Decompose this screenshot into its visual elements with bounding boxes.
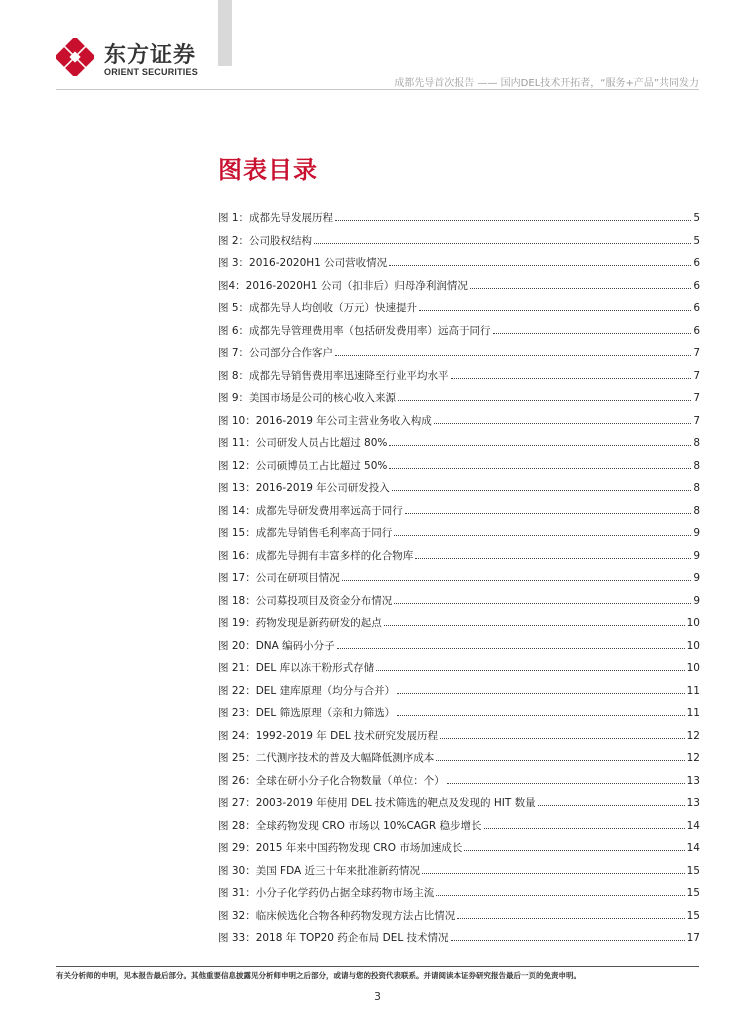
toc-entry-page[interactable]: 7: [693, 414, 700, 427]
toc-entry[interactable]: [218, 795, 700, 818]
logo-chinese-name: 东方证券: [104, 43, 197, 68]
toc-entry-label[interactable]: 图 26：全球在研小分子化合物数量（单位：个）: [218, 774, 445, 787]
toc-dot-leader: [434, 423, 692, 424]
toc-entry-label[interactable]: 图 28：全球药物发现 CRO 市场以 10%CAGR 稳步增长: [218, 819, 482, 832]
toc-entry[interactable]: [218, 525, 700, 548]
toc-entry-page[interactable]: 8: [693, 437, 700, 449]
toc-entry[interactable]: [218, 728, 700, 751]
toc-entry-page[interactable]: 9: [693, 549, 700, 562]
toc-list: [218, 210, 700, 953]
toc-entry-label[interactable]: 图 17：公司在研项目情况: [218, 572, 340, 584]
toc-dot-leader: [389, 445, 691, 446]
toc-dot-leader: [397, 715, 685, 716]
toc-entry[interactable]: [218, 435, 700, 458]
toc-entry[interactable]: [218, 570, 700, 593]
toc-entry[interactable]: [218, 638, 700, 661]
toc-dot-leader: [436, 760, 684, 761]
toc-entry[interactable]: [218, 683, 700, 706]
toc-entry-label[interactable]: 图 15：成都先导销售毛利率高于同行: [218, 527, 393, 539]
toc-entry-page[interactable]: 6: [693, 279, 700, 292]
toc-entry[interactable]: [218, 255, 700, 278]
toc-dot-leader: [538, 805, 685, 806]
header-divider: [56, 89, 699, 90]
toc-entry-label[interactable]: 图 3：2016-2020H1 公司营收情况: [218, 257, 388, 269]
toc-entry-page[interactable]: 13: [686, 774, 700, 787]
toc-entry-label[interactable]: 图 27：2003-2019 年使用 DEL 技术筛选的靶点及发现的 HIT 数量: [218, 797, 536, 809]
toc-entry[interactable]: [218, 593, 700, 616]
toc-entry-label[interactable]: 图 24：1992-2019 年 DEL 技术研究发展历程: [218, 729, 439, 742]
toc-entry[interactable]: [218, 615, 700, 638]
toc-entry[interactable]: [218, 300, 700, 323]
orient-securities-logo-icon: [56, 38, 94, 76]
toc-dot-leader: [419, 310, 691, 311]
toc-entry-label[interactable]: 图 11：公司研发人员占比超过 80%: [218, 437, 388, 449]
toc-entry-label[interactable]: 图 29：2015 年来中国药物发现 CRO 市场加速成长: [218, 842, 463, 854]
toc-entry[interactable]: [218, 480, 700, 503]
toc-entry-label[interactable]: 图 14：成都先导研发费用率远高于同行: [218, 504, 403, 517]
toc-dot-leader: [422, 873, 685, 874]
toc-entry[interactable]: [218, 840, 700, 863]
toc-entry-label[interactable]: 图 33：2018 年 TOP20 药企布局 DEL 技术情况: [218, 932, 449, 944]
toc-entry[interactable]: [218, 278, 700, 301]
toc-entry-label[interactable]: 图 2：公司股权结构: [218, 234, 313, 247]
toc-entry-label[interactable]: 图 21：DEL 库以冻干粉形式存储: [218, 662, 375, 674]
toc-entry-page[interactable]: 6: [693, 302, 700, 314]
toc-dot-leader: [464, 850, 684, 851]
toc-entry-label[interactable]: 图 1：成都先导发展历程: [218, 212, 334, 224]
toc-entry-label[interactable]: 图 19：药物发现是新药研发的起点: [218, 617, 382, 629]
toc-entry[interactable]: [218, 705, 700, 728]
toc-entry-page[interactable]: 11: [686, 707, 700, 719]
logo-english-name: ORIENT SECURITIES: [104, 67, 198, 77]
toc-dot-leader: [376, 670, 685, 671]
toc-dot-leader: [451, 940, 685, 941]
toc-entry-page[interactable]: 9: [693, 594, 700, 607]
toc-entry-page[interactable]: 15: [686, 887, 700, 899]
toc-entry-page[interactable]: 9: [693, 527, 700, 539]
toc-title: 图表目录: [218, 156, 318, 184]
toc-entry-page[interactable]: 8: [693, 482, 700, 494]
toc-entry-page[interactable]: 7: [693, 347, 700, 359]
toc-dot-leader: [394, 603, 691, 604]
toc-entry[interactable]: [218, 413, 700, 436]
toc-entry-label[interactable]: 图 7：公司部分合作客户: [218, 347, 334, 359]
toc-entry-label[interactable]: 图 18：公司募投项目及资金分布情况: [218, 594, 393, 607]
toc-entry-page[interactable]: 11: [686, 684, 700, 697]
toc-entry[interactable]: [218, 908, 700, 931]
toc-entry-label[interactable]: 图 6：成都先导管理费用率（包括研发费用率）远高于同行: [218, 324, 491, 337]
toc-dot-leader: [335, 355, 691, 356]
toc-dot-leader: [397, 693, 685, 694]
toc-dot-leader: [392, 490, 692, 491]
toc-entry-label[interactable]: 图 5：成都先导人均创收（万元）快速提升: [218, 302, 418, 314]
toc-entry-page[interactable]: 15: [686, 909, 700, 922]
toc-entry-page[interactable]: 12: [686, 729, 700, 742]
toc-dot-leader: [405, 513, 692, 514]
toc-entry[interactable]: [218, 773, 700, 796]
toc-entry-label[interactable]: 图 10：2016-2019 年公司主营业务收入构成: [218, 414, 432, 427]
toc-entry[interactable]: [218, 885, 700, 908]
toc-dot-leader: [335, 220, 691, 221]
toc-entry-label[interactable]: 图 31：小分子化学药仍占据全球药物市场主流: [218, 887, 435, 899]
toc-dot-leader: [389, 265, 691, 266]
toc-entry-page[interactable]: 8: [693, 504, 700, 517]
toc-entry-label[interactable]: 图 8：成都先导销售费用率迅速降至行业平均水平: [218, 369, 449, 382]
toc-entry-label[interactable]: 图 23：DEL 筛选原理（亲和力筛选）: [218, 707, 396, 719]
toc-entry-label[interactable]: 图 12：公司硕博员工占比超过 50%: [218, 459, 388, 472]
toc-entry-label[interactable]: 图 13：2016-2019 年公司研发投入: [218, 482, 390, 494]
toc-entry[interactable]: [218, 368, 700, 391]
toc-dot-leader: [384, 625, 685, 626]
toc-entry[interactable]: [218, 210, 700, 233]
toc-entry[interactable]: [218, 818, 700, 841]
toc-entry-page[interactable]: 14: [686, 842, 700, 854]
toc-entry-page[interactable]: 6: [693, 324, 700, 337]
toc-entry[interactable]: [218, 503, 700, 526]
toc-entry-label[interactable]: 图4：2016-2020H1 公司（扣非后）归母净利润情况: [218, 279, 468, 292]
header-decorative-bar: [218, 0, 232, 66]
toc-entry-page[interactable]: 10: [686, 639, 700, 652]
toc-entry-label[interactable]: 图 25：二代测序技术的普及大幅降低测序成本: [218, 752, 435, 764]
toc-entry-label[interactable]: 图 32：临床候选化合物各种药物发现方法占比情况: [218, 909, 456, 922]
report-header-subtitle: 成都先导首次报告 —— 国内DEL技术开拓者，“服务+产品”共同发力: [394, 78, 699, 89]
toc-dot-leader: [389, 468, 691, 469]
toc-entry[interactable]: [218, 345, 700, 368]
toc-entry-label[interactable]: 图 9：美国市场是公司的核心收入来源: [218, 392, 397, 404]
toc-entry[interactable]: [218, 323, 700, 346]
toc-entry[interactable]: [218, 548, 700, 571]
toc-entry-label[interactable]: 图 20：DNA 编码小分子: [218, 639, 335, 652]
toc-entry-page[interactable]: 9: [693, 572, 700, 584]
toc-entry-page[interactable]: 13: [686, 797, 700, 809]
toc-entry[interactable]: [218, 458, 700, 481]
toc-entry-page[interactable]: 8: [693, 459, 700, 472]
toc-dot-leader: [493, 333, 692, 334]
footer-divider: [56, 966, 699, 967]
toc-dot-leader: [436, 895, 684, 896]
toc-dot-leader: [415, 558, 691, 559]
toc-entry-label[interactable]: 图 30：美国 FDA 近三十年来批准新药情况: [218, 864, 420, 877]
toc-entry[interactable]: [218, 233, 700, 256]
toc-dot-leader: [337, 648, 685, 649]
toc-entry[interactable]: [218, 863, 700, 886]
toc-entry[interactable]: [218, 750, 700, 773]
toc-dot-leader: [457, 918, 684, 919]
toc-dot-leader: [451, 378, 692, 379]
toc-entry-page[interactable]: 7: [693, 392, 700, 404]
toc-entry-label[interactable]: 图 22：DEL 建库原理（均分与合并）: [218, 684, 396, 697]
toc-dot-leader: [440, 738, 685, 739]
toc-entry-page[interactable]: 5: [693, 234, 700, 247]
toc-dot-leader: [398, 400, 691, 401]
toc-entry-page[interactable]: 15: [686, 864, 700, 877]
toc-entry-page[interactable]: 10: [686, 617, 700, 629]
toc-entry-page[interactable]: 17: [686, 932, 700, 944]
toc-entry[interactable]: [218, 390, 700, 413]
toc-dot-leader: [314, 243, 691, 244]
toc-entry[interactable]: [218, 660, 700, 683]
toc-dot-leader: [484, 828, 685, 829]
toc-dot-leader: [394, 535, 691, 536]
toc-dot-leader: [342, 580, 692, 581]
toc-entry-page[interactable]: 10: [686, 662, 700, 674]
company-logo: [56, 36, 216, 84]
toc-entry-page[interactable]: 6: [693, 257, 700, 269]
toc-entry[interactable]: [218, 930, 700, 953]
toc-entry-page[interactable]: 5: [693, 212, 700, 224]
toc-dot-leader: [447, 783, 685, 784]
toc-entry-page[interactable]: 14: [686, 819, 700, 832]
toc-entry-page[interactable]: 12: [686, 752, 700, 764]
toc-entry-label[interactable]: 图 16：成都先导拥有丰富多样的化合物库: [218, 549, 414, 562]
toc-entry-page[interactable]: 7: [693, 369, 700, 382]
toc-dot-leader: [470, 288, 691, 289]
page-number: 3: [374, 990, 381, 1003]
footer-disclaimer: 有关分析师的申明，见本报告最后部分。其他重要信息披露见分析师申明之后部分，或请与您的投资代表联系。并请阅读本证券研究报告最后一页的免责申明。: [56, 971, 581, 980]
